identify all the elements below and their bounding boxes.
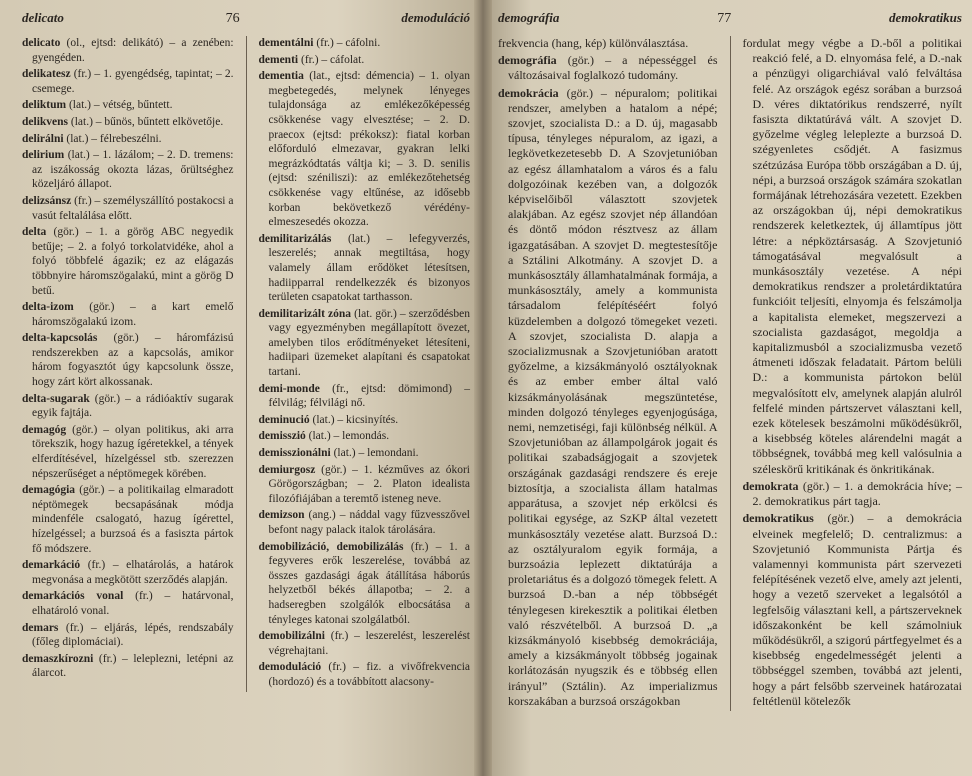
entry-definition: (gör.) – 1. a demokrácia híve; – 2. demokratikus párt tagja.: [752, 478, 963, 509]
entry-definition: (fr.) – leszerelést, leszerelést végrehajtani.: [268, 630, 471, 657]
dictionary-entry: [498, 86, 718, 709]
column-rule: [730, 36, 731, 711]
column-rule: [246, 36, 247, 692]
dictionary-entry: [22, 300, 234, 329]
dictionary-entry: [498, 36, 718, 51]
entry-definition: (fr.) – fiz. a vivőfrekvencia (hordozó) és a továbbított alacsony-: [268, 661, 470, 688]
entry-headword: demaszkírozni: [22, 652, 94, 665]
entry-definition: (fr.) – leleplezni, letépni az álarcot.: [32, 652, 234, 680]
left-column-2: [259, 36, 471, 692]
entry-definition: (fr.) – cáfolat.: [300, 53, 365, 66]
entry-definition: (gör.) – háromfázisú rendszerekben az a kapcsolás, amikor három fogyasztót úgy kapcsolunk össze, hogy zárt kört alkossanak.: [32, 332, 234, 389]
entry-definition: (fr.) – személyszállító postakocsi a vasút feltalálása előtt.: [32, 194, 234, 222]
dictionary-entry: [743, 36, 963, 477]
entry-definition: (gör.) – olyan politikus, aki arra törekszik, hogy hazug ígéretekkel, a tények elferdítésével, hízelgéssel stb. szerezzen népszerűséget a néptömegek körében.: [32, 423, 234, 480]
entry-headword: demilitarizált zóna: [258, 307, 352, 320]
dictionary-entry: [743, 511, 963, 709]
entry-headword: demagóg: [22, 423, 67, 436]
dictionary-entry: [259, 36, 471, 51]
entry-headword: demars: [22, 621, 59, 634]
entry-definition: (lat.) – lemondás.: [308, 430, 390, 443]
left-column-1: [22, 36, 234, 692]
right-columns: [498, 36, 962, 711]
entry-definition: (fr.) – cáfolni.: [316, 37, 381, 49]
dictionary-entry: [22, 331, 234, 389]
entry-headword: demisszió: [258, 430, 306, 443]
entry-headword: delta-izom: [22, 301, 74, 314]
entry-definition: (ol., ejtsd: delikátó) – a zenében: gyengéden.: [32, 37, 234, 64]
dictionary-entry: [22, 98, 234, 113]
entry-headword: demisszionálni: [258, 447, 331, 460]
entry-headword: demokrácia: [498, 85, 559, 100]
entry-headword: delizsánsz: [22, 194, 72, 207]
entry-headword: demilitarizálás: [258, 232, 332, 245]
dictionary-entry: [22, 225, 234, 298]
dictionary-entry: [259, 232, 471, 305]
entry-headword: delicato: [22, 37, 61, 49]
entry-definition: (gör.) – népuralom; politikai rendszer, amelyben a hatalom a népé; szovjet, szocialista D.: a D. új, magasabb típusa, tényleges népuralom, az igazi, a legkövetkezetesebb D. A Szovjetunióban az egész államhatalom a város és a falu dolgozóinak kezében van, a dolgozók képviselőiből választott szovjetek alakjában. Az egész szovjet nép állandóan és döntő módon résztvesz az állam igazgatásában. A szovjet D. megtestesítője a Sztálini Alkotmány. A szovjet D. a munkásosztály államhatalmának formája, a munkásosztály, amely a kommunista társadalom felépítéséért folyó küzdelemben a dolgozó tömegeket vezeti. A szovjet, szocialista D. alapja a szocializmusnak a Szovjetunióban aratott győzelme, a kizsákmányoló osztályoknak és az ember ember által való kizsákmányolásának megszüntetése, minden dolgozó tényleges egyenjogúsága, nemi, nemzetiségi, faji különbség nélkül. A Szovjetunióban az állampolgárok jogait és politikai szabadságjogait a szovjetek országának gazdasági rendszere és ereje biztosítja, a szocialista állam hatalmas apparátusa, a szovjet nép erkölcsi és politikai egysége, az SzKP által vezetett munkásosztály vezetése alatt. Burzsoá D.: az osztályuralom egyik formája, a burzsoázia leplezett diktatúrája a proletariátus és a dolgozó tömegek felett. A burzsoá D.-ban a nép többségét ténylegesen kirekesztik a politikai életben való részvételből. A burzsoá D. „a kizsákmányoló kisebbség demokráciája, amely a kizsákmányolt többség jogainak korlátozásán nyugszik és e többség ellen irányul” (Sztálin). Az imperializmus korszakában a burzsoá országokban: [508, 85, 718, 708]
dictionary-entry: [22, 67, 234, 96]
entry-definition: (fr.) – 1. gyengédség, tapintat; – 2. csemege.: [32, 68, 234, 95]
entry-headword: demiurgosz: [258, 463, 316, 476]
entry-definition: (gör.) – 1. a görög ABC negyedik betűje; – 2. a folyó torkolatvidéke, ahol a folyó többfelé ágazik; ez az elágazás többnyire háromszögalakú, mint a görög D betű.: [32, 226, 234, 297]
entry-headword: delikatesz: [22, 68, 71, 81]
entry-definition: (fr.) – eljárás, lépés, rendszabály (főleg diplomáciai).: [32, 621, 234, 649]
dictionary-entry: [22, 589, 234, 618]
dictionary-entry: [22, 36, 234, 65]
dictionary-entry: [22, 115, 234, 130]
dictionary-entry: [22, 423, 234, 481]
right-column-1: [498, 36, 718, 711]
dictionary-entry: [259, 629, 471, 658]
entry-headword: demarkáció: [22, 559, 81, 572]
left-page: [0, 0, 482, 776]
left-running-head: [22, 10, 470, 30]
dictionary-entry: [259, 508, 471, 537]
entry-definition: (fr.) – határvonal, elhatároló vonal.: [32, 590, 234, 617]
entry-definition: (fr.) – 1. a fegyveres erők leszerelése, továbbá az összes gazdasági ágak átállítása háborús helyzetből békés állapotba; – 2. a hadseregben szolgálók elbocsátása a tényleges katonai szolgálatból.: [268, 540, 470, 626]
entry-definition: (lat.) – lefegyverzés, leszerelés; annak megtiltása, hogy valamely állam erődöket létesítsen, hadiipparral rendelkezzék és bizonyos területen csapatokat tarthasson.: [268, 232, 470, 304]
left-header-guideword-end: demoduláció: [401, 10, 470, 25]
entry-headword: delirálni: [22, 132, 64, 145]
dictionary-entry: [259, 463, 471, 507]
entry-definition: (fr.) – elhatárolás, a határok megvonása a megkötött szerződés alapján.: [32, 559, 234, 586]
entry-definition: (gör.) – a kart emelő háromszögalakú izom.: [32, 301, 234, 328]
book-gutter: [474, 0, 492, 776]
dictionary-entry: [22, 483, 234, 556]
dictionary-entry: [22, 621, 234, 650]
entry-definition: (lat.) – kicsinyítés.: [312, 413, 399, 426]
dictionary-entry: [259, 307, 471, 380]
entry-definition: (gör.) – a rádióaktív sugarak egyik fajtája.: [32, 392, 234, 420]
right-page-number: 77: [717, 11, 732, 26]
entry-definition: (lat., ejtsd: démencia) – 1. olyan megbetegedés, melynek lényeges tulajdonsága az emlékezőképesség csökkenése vagy elvesztése; – 2. D. praecox (ejtsd: prékoksz): fiatal korban előforduló elmezavar, gyakran lelki megrázkódtatás váltja ki; – 3. D. senilis (ejtsd: széniliszi): az emlékezőtehetség csökkenése vagy eltűnése, az idősebb korban bekövetkező vérédény-elmeszesedés okozza.: [268, 70, 470, 229]
left-page-number: 76: [225, 11, 240, 26]
right-page: [482, 0, 972, 776]
entry-definition: fordulat megy végbe a D.-ből a politikai reakció felé, a D. elnyomása felé, a D.-nak a pénzügyi oligarchiával való felváltása felé. Az országok egész sorában a burzsoá D. véres diktatórikus rendszerré, nyílt fasiszta diktatúrává vált. A szovjet D. győzelme végleg leleplezte a burzsoá D. szégyenletes csődjét. A fasizmus szétzúzása Európa több országában a D. új, népi, a burzsoá országok számára szokatlan formájának létrehozására vezetett. Ezekben az országokban új, népi demokratikus rendszerek keletkeztek, új államtípus jött létre: a népköztársaság. A Szovjetunió támogatásával megvalósult a munkásosztály vezetése. A népi demokratikus rendszer a proletárdiktatúra funkcióit teljesíti, elnyomja és felszámolja a kapitalista elemeket, megszervezi a szocialista gazdaságot, megoldja a kapitalizmusból a szocializmusba vezető átmeneti időszak feladatait. Pártom belüli D.: a kommunista pártokon belül megvalósított elv, amelynek alapján alulról felfelé minden pártszervet választani kell, ezek kötelesek beszámolni működésükről, a kisebbség köteles alárendelni magát a többségnek, továbbá meg kell valósulnia a széleskörű kritikának és önkritikának.: [742, 36, 962, 476]
entry-headword: demokratikus: [742, 511, 814, 526]
entry-definition: (lat.) – bűnös, bűntett elkövetője.: [70, 115, 224, 128]
entry-definition: (lat.) – vétség, bűntett.: [68, 99, 173, 112]
dictionary-entry: [259, 382, 471, 411]
dictionary-entry: [259, 660, 471, 689]
dictionary-entry: [259, 69, 471, 230]
entry-definition: (gör.) – a politikailag elmaradott néptömegek becsapásának módja mindenféle csalogató, hazug ígérettel, hízelgéssel; a burzsoá és a fasiszta pártok fő módszere.: [32, 484, 234, 555]
entry-definition: (lat.) – 1. lázálom; – 2. D. tremens: az iszákosság okozta lázas, őrültséghez közeljáró állapot.: [32, 149, 234, 191]
entry-headword: dementia: [258, 70, 304, 83]
entry-headword: demográfia: [498, 53, 557, 68]
dictionary-entry: [22, 194, 234, 223]
entry-headword: delikvens: [22, 115, 69, 128]
entry-headword: demoduláció: [258, 661, 322, 674]
right-header-guideword-end: demokratikus: [889, 10, 962, 25]
entry-headword: delirium: [22, 149, 65, 162]
dictionary-entry: [259, 413, 471, 428]
entry-definition: frekvencia (hang, kép) különválasztása.: [498, 36, 689, 50]
dictionary-entry: [259, 53, 471, 68]
dictionary-entry: [22, 392, 234, 421]
dictionary-entry: [22, 132, 234, 147]
entry-headword: demobilizálni: [258, 630, 325, 643]
entry-definition: (lat. gör.) – szerződésben vagy egyezményben megállapított övezet, amelyben tilos erődítményeket létesíteni, hadiipari üzemeket alapítani és csapatokat tartani.: [268, 307, 471, 379]
entry-definition: (lat.) – félrebeszélni.: [66, 132, 162, 145]
entry-headword: deminució: [258, 413, 310, 426]
dictionary-entry: [22, 652, 234, 681]
entry-headword: dementálni: [258, 37, 314, 49]
dictionary-entry: [259, 429, 471, 444]
entry-definition: (gör.) – 1. kézműves az ókori Görögországban; – 2. Platon idealista filozófiájában a teremtő isteneg neve.: [268, 463, 470, 505]
entry-headword: deliktum: [22, 99, 67, 112]
entry-headword: demobilizáció, demobilizálás: [258, 540, 404, 553]
right-running-head: [498, 10, 962, 30]
right-header-guideword-start: demográfia: [498, 10, 560, 25]
entry-headword: delta-kapcsolás: [22, 332, 98, 345]
entry-definition: (gör.) – a népességgel és változásaival foglalkozó tudomány.: [508, 53, 718, 83]
right-column-2: [743, 36, 963, 711]
entry-definition: (ang.) – náddal vagy fűzvesszővel befont nagy palack italok tárolására.: [268, 509, 470, 536]
dictionary-entry: [259, 446, 471, 461]
entry-definition: (fr., ejtsd: dömimond) – félvilág; félvilági nő.: [268, 382, 471, 410]
entry-headword: demarkációs vonal: [22, 590, 124, 603]
dictionary-entry: [22, 148, 234, 192]
entry-definition: (lat.) – lemondani.: [333, 447, 419, 460]
entry-headword: delta: [22, 226, 47, 239]
entry-headword: demi-monde: [258, 382, 320, 395]
dictionary-entry: [22, 558, 234, 587]
dictionary-entry: [498, 53, 718, 83]
entry-definition: (gör.) – a demokrácia elveinek megfelelő; D. centralizmus: a Szovjetunió Kommunista Pártja és valamennyi kommunista párt szervezeti felépítésének vezető elve, amely azt jelenti, hogy a vezető szerveket a legalsótól a legfelsőig választani kell, a pártszerveknek időszakonként be kell számolniuk működésükről, a szigorú pártfegyelmet és a kisebbség engedelmességét jelenti a többséggel szemben, továbbá azt jelenti, hogy a párt felsőbb szerveinek határozatai feltétlenül kötelezők: [752, 511, 963, 708]
left-columns: [22, 36, 470, 692]
dictionary-entry: [259, 540, 471, 628]
dictionary-entry: [743, 479, 963, 509]
entry-headword: demokrata: [742, 478, 799, 493]
left-header-guideword-start: delicato: [22, 10, 64, 25]
entry-headword: dementi: [258, 53, 299, 66]
entry-headword: delta-sugarak: [22, 392, 90, 405]
entry-headword: demizson: [258, 509, 305, 522]
entry-headword: demagógia: [22, 484, 76, 497]
